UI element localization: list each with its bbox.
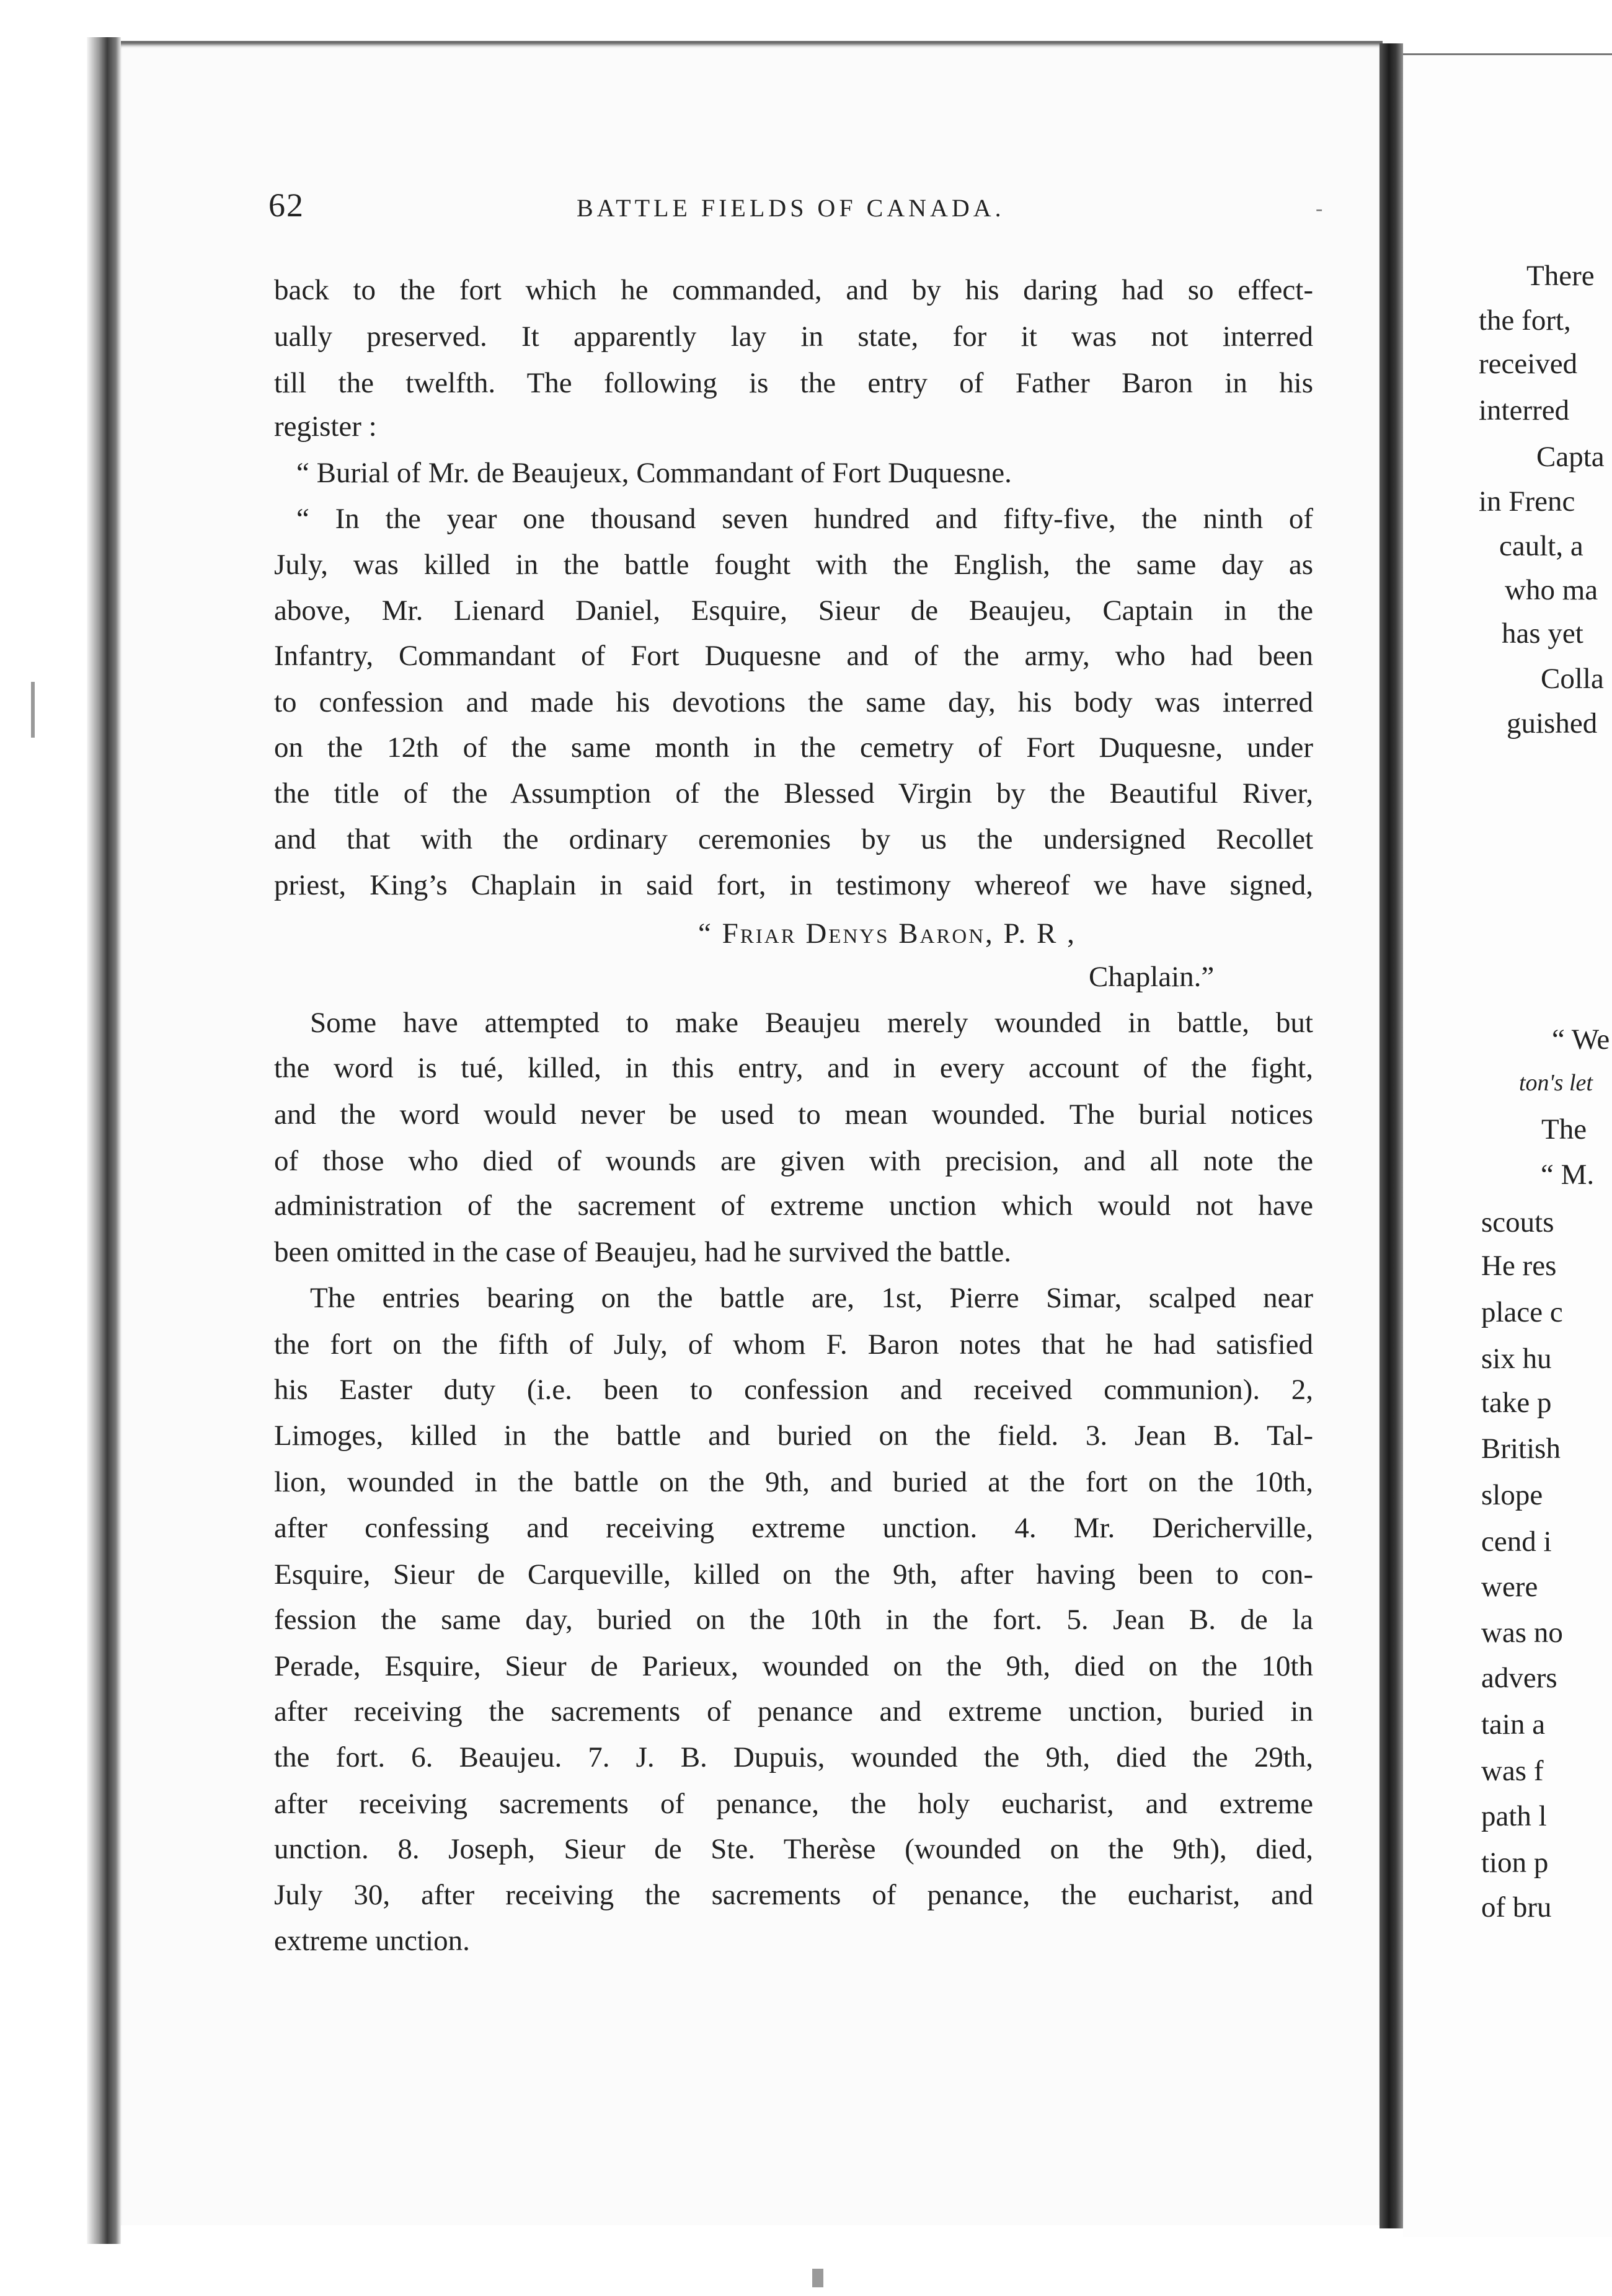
scan-speck <box>812 2269 823 2287</box>
right-page-fragment: slope <box>1481 1479 1543 1511</box>
right-page-fragment: British <box>1481 1433 1561 1465</box>
text-line: register : <box>274 410 377 443</box>
text-line: The entries bearing on the battle are, 1st, Pierre Simar, scalped near <box>310 1282 1313 1314</box>
right-page-fragment: advers <box>1481 1662 1557 1694</box>
book-gutter <box>1380 43 1403 2228</box>
right-page-fragment: cend i <box>1481 1526 1552 1558</box>
page-number: 62 <box>268 187 304 224</box>
text-line: till the twelfth. The following is the entry of Father Baron in his <box>274 367 1313 399</box>
right-page-fragment: path l <box>1481 1800 1547 1832</box>
text-line: unction. 8. Joseph, Sieur de Ste. Therèse (wounded on the 9th), died, <box>274 1833 1313 1865</box>
right-page-fragment: scouts <box>1481 1206 1554 1239</box>
text-line: the fort. 6. Beaujeu. 7. J. B. Dupuis, wounded the 9th, died the 29th, <box>274 1741 1313 1773</box>
text-line: after receiving sacrements of penance, the holy eucharist, and extreme <box>274 1788 1313 1820</box>
signature-name: “ Friar Denys Baron, P. R , <box>698 917 1076 950</box>
text-line: of those who died of wounds are given with precision, and all note the <box>274 1145 1313 1177</box>
right-page-fragment: cault, a <box>1499 530 1583 562</box>
right-page-fragment: He res <box>1481 1250 1557 1282</box>
text-line: the title of the Assumption of the Blessed Virgin by the Beautiful River, <box>274 777 1313 810</box>
right-page-fragment: There <box>1526 260 1595 292</box>
right-page-fragment: ton's let <box>1519 1070 1593 1096</box>
right-page-fragment: take p <box>1481 1387 1552 1419</box>
text-line: on the 12th of the same month in the cemetry of Fort Duquesne, under <box>274 731 1313 764</box>
right-page-fragment: the fort, <box>1479 304 1571 337</box>
right-page-fragment: received <box>1479 348 1578 380</box>
burial-heading: “ Burial of Mr. de Beaujeux, Commandant of Fort Duquesne. <box>296 457 1012 489</box>
right-page-fragment: “ M. <box>1541 1159 1595 1191</box>
right-page-fragment: guished <box>1507 707 1598 740</box>
text-line: been omitted in the case of Beaujeu, had he survived the battle. <box>274 1236 1011 1268</box>
right-page-fragment: place c <box>1481 1296 1563 1328</box>
text-line: July 30, after receiving the sacrements of penance, the eucharist, and <box>274 1879 1313 1911</box>
text-line: his Easter duty (i.e. been to confession and received communion). 2, <box>274 1374 1313 1406</box>
right-page-fragment: were <box>1481 1571 1538 1603</box>
text-line: fession the same day, buried on the 10th in the fort. 5. Jean B. de la <box>274 1604 1313 1636</box>
right-page-fragment: Colla <box>1541 663 1604 695</box>
right-page-fragment: has yet <box>1502 617 1583 650</box>
text-line: “ In the year one thousand seven hundred and fifty-five, the ninth of <box>296 503 1313 535</box>
text-line: priest, King’s Chaplain in said fort, in testimony whereof we have signed, <box>274 869 1313 901</box>
text-line: the fort on the fifth of July, of whom F. Baron notes that he had satisfied <box>274 1328 1313 1361</box>
text-line: back to the fort which he commanded, and by his daring had so effect- <box>274 274 1313 306</box>
right-page-fragment: Capta <box>1536 441 1605 473</box>
right-page-fragment: “ We <box>1552 1023 1610 1056</box>
text-line: administration of the sacrement of extreme unction which would not have <box>274 1190 1313 1222</box>
right-page-fragment: interred <box>1479 394 1570 426</box>
text-line: lion, wounded in the battle on the 9th, and buried at the fort on the 10th, <box>274 1466 1313 1498</box>
scan-speck <box>31 682 35 738</box>
right-page-fragment: tion p <box>1481 1847 1549 1879</box>
right-page-fragment: who ma <box>1505 574 1598 606</box>
text-line: Esquire, Sieur de Carqueville, killed on the 9th, after having been to con- <box>274 1558 1313 1591</box>
text-line: ually preserved. It apparently lay in state, for it was not interred <box>274 320 1313 353</box>
text-line: to confession and made his devotions the same day, his body was interred <box>274 686 1313 718</box>
right-page-fragment: of bru <box>1481 1891 1552 1923</box>
right-page-fragment: six hu <box>1481 1343 1552 1375</box>
text-line: and the word would never be used to mean wounded. The burial notices <box>274 1098 1313 1131</box>
text-line: Perade, Esquire, Sieur de Parieux, wounded on the 9th, died on the 10th <box>274 1650 1313 1682</box>
running-head: BATTLE FIELDS OF CANADA. <box>577 194 1005 222</box>
text-line: and that with the ordinary ceremonies by us the undersigned Recollet <box>274 823 1313 855</box>
right-page-fragment: was no <box>1481 1617 1563 1649</box>
text-line: Infantry, Commandant of Fort Duquesne and of the army, who had been <box>274 640 1313 672</box>
text-line: after receiving the sacrements of penance and extreme unction, buried in <box>274 1695 1313 1728</box>
text-line: July, was killed in the battle fought with the English, the same day as <box>274 549 1313 581</box>
text-line: the word is tué, killed, in this entry, and in every account of the fight, <box>274 1052 1313 1084</box>
text-line: after confessing and receiving extreme unction. 4. Mr. Dericherville, <box>274 1512 1313 1544</box>
text-line: Some have attempted to make Beaujeu merely wounded in battle, but <box>310 1007 1313 1039</box>
text-line: extreme unction. <box>274 1925 470 1957</box>
right-page-fragment: tain a <box>1481 1708 1546 1741</box>
header-mark: - <box>1316 197 1323 220</box>
text-line: above, Mr. Lienard Daniel, Esquire, Sieur de Beaujeu, Captain in the <box>274 594 1313 627</box>
signature-title: Chaplain.” <box>1089 961 1215 993</box>
book-spine-shadow <box>87 37 121 2244</box>
right-page-fragment: in Frenc <box>1479 485 1575 518</box>
right-page-fragment: was f <box>1481 1755 1544 1787</box>
text-line: Limoges, killed in the battle and buried on the field. 3. Jean B. Tal- <box>274 1420 1313 1452</box>
right-page-fragment: The <box>1541 1113 1587 1146</box>
